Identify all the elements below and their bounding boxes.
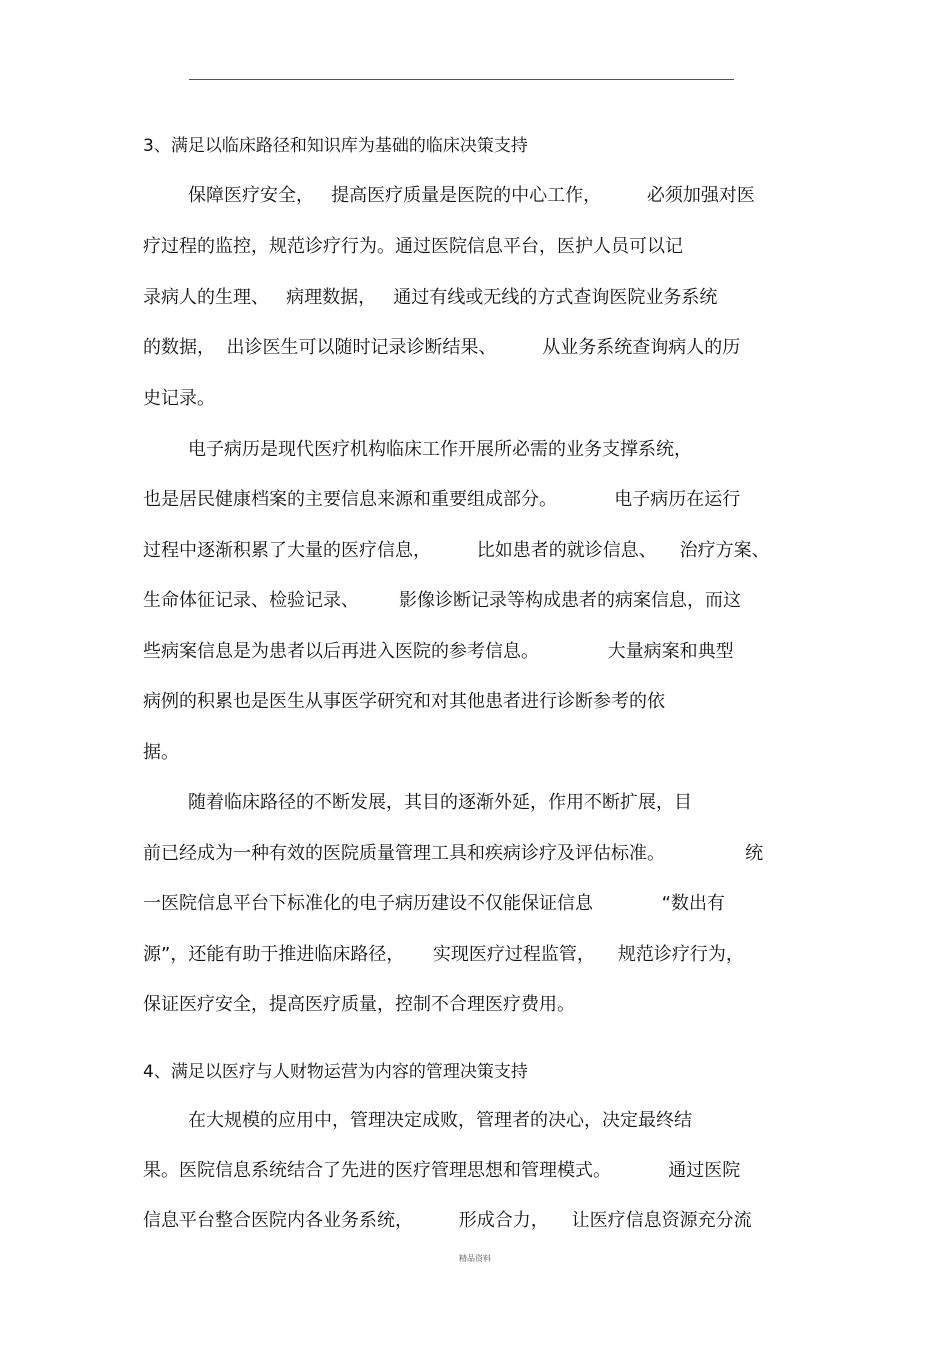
paragraph-line: 前已经成为一种有效的医院质量管理工具和疾病诊疗及评估标准。 统 bbox=[143, 843, 764, 864]
paragraph-line: 随着临床路径的不断发展，其目的逐渐外延，作用不断扩展，目 bbox=[188, 792, 692, 813]
paragraph-line: 据。 bbox=[143, 742, 179, 763]
paragraph-line: 的数据， 出诊医生可以随时记录诊断结果、 从业务系统查询病人的历 bbox=[143, 337, 741, 358]
paragraph-line: 源”，还能有助于推进临床路径， 实现医疗过程监管， 规范诊疗行为， bbox=[143, 944, 744, 965]
page-footer: 精品资料 bbox=[459, 1254, 491, 1263]
paragraph-line: 生命体征记录、检验记录、 影像诊断记录等构成患者的病案信息，而这 bbox=[143, 590, 742, 611]
paragraph-line: 信息平台整合医院内各业务系统， 形成合力， 让医疗信息资源充分流 bbox=[143, 1210, 752, 1231]
paragraph-line: 在大规模的应用中，管理决定成败，管理者的决心，决定最终结 bbox=[188, 1110, 692, 1131]
paragraph-line: 些病案信息是为患者以后再进入医院的参考信息。 大量病案和典型 bbox=[143, 641, 734, 662]
paragraph-line: 保障医疗安全， 提高医疗质量是医院的中心工作， 必须加强对医 bbox=[188, 185, 755, 206]
section-heading: 3、满足以临床路径和知识库为基础的临床决策支持 bbox=[143, 136, 528, 156]
paragraph-line: 果。医院信息系统结合了先进的医疗管理思想和管理模式。 通过医院 bbox=[143, 1160, 741, 1181]
paragraph-line: 也是居民健康档案的主要信息来源和重要组成部分。 电子病历在运行 bbox=[143, 489, 741, 510]
paragraph-line: 疗过程的监控，规范诊疗行为。通过医院信息平台，医护人员可以记 bbox=[143, 236, 683, 257]
paragraph-line: 病例的积累也是医生从事医学研究和对其他患者进行诊断参考的依 bbox=[143, 691, 665, 712]
paragraph-line: 过程中逐渐积累了大量的医疗信息， 比如患者的就诊信息、 治疗方案、 bbox=[143, 540, 770, 561]
header-rule bbox=[189, 79, 734, 80]
paragraph-line: 一医院信息平台下标准化的电子病历建设不仅能保证信息 “数出有 bbox=[143, 893, 725, 914]
paragraph-line: 史记录。 bbox=[143, 388, 215, 409]
paragraph-line: 录病人的生理、 病理数据， 通过有线或无线的方式查询医院业务系统 bbox=[143, 287, 718, 308]
section-heading: 4、满足以医疗与人财物运营为内容的管理决策支持 bbox=[143, 1062, 528, 1082]
paragraph-line: 保证医疗安全，提高医疗质量，控制不合理医疗费用。 bbox=[143, 994, 575, 1015]
paragraph-line: 电子病历是现代医疗机构临床工作开展所必需的业务支撑系统， bbox=[188, 439, 692, 460]
